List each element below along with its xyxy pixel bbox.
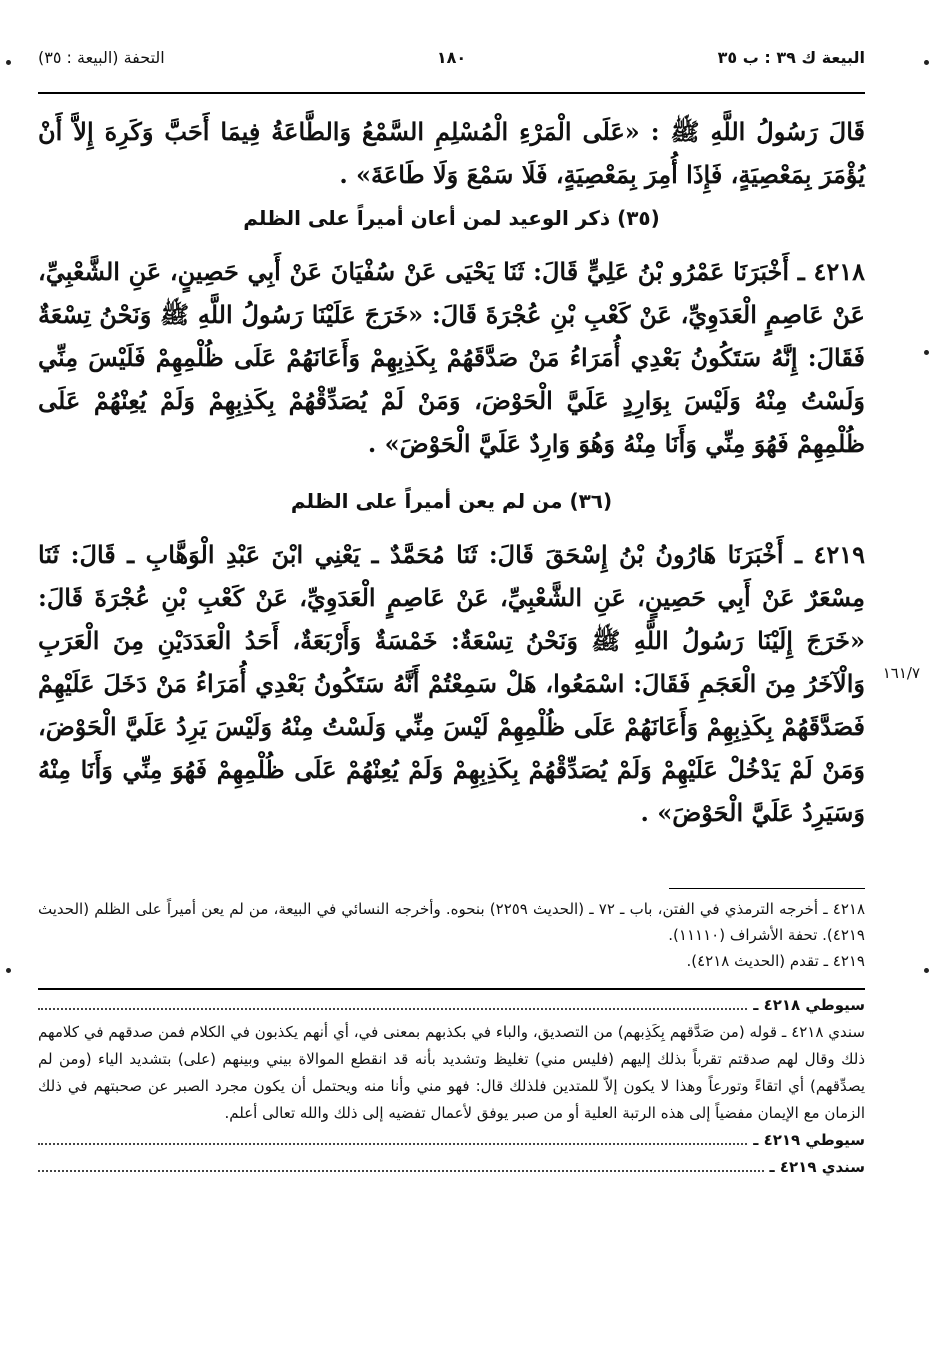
dotted-leader bbox=[38, 1143, 747, 1145]
footnote-4218: ٤٢١٨ ـ أخرجه الترمذي في الفتن، باب ـ ٧٢ ـ (الحديث ٢٢٥٩) بنحوه. وأخرجه النسائي في البيعة، من لم يعن أميراً على الظلم (الحديث ٤٢١٩). تحفة الأشراف (١١١١٠). bbox=[38, 900, 866, 944]
sindi-4218-text: سندي ٤٢١٨ ـ قوله (من صَدَّقهم بِكَذِبهم) من التصديق، والباء في بكذبهم بمعنى في، أي أنهم يكذبون في الكلام فمن صدقهم في كلامهم ذلك وقال لهم صدقتم تقرباً بذلك إليهم (فليس مني) تغليظ وتشديد بأنه قد انقطع الموالاة بيني وبينهم (على) بتشديد الياء (ومن لم يصدِّقهم) أي اتقاءً وتورعاً وهذا لا يكون إلاّ للمتدين فلذلك قال: فهو مني وأنا منه ويحتمل أن يكون مجرد الصبر عن صحبتهم في ذلك الزمان مع الإيمان مفضياً إلى هذه الرتبة العلية أو من صبر يوفق لأعمال تفضيه إلى ذلك والله تعالى أعلم. bbox=[38, 1023, 865, 1122]
hadith-4218: ٤٢١٨ ـ أَخْبَرَنَا عَمْرُو بْنُ عَلِيٍّ قَالَ: ثَنَا يَحْيَى عَنْ سُفْيَانَ عَنْ أَبِي حَصِينٍ، عَنِ الشَّعْبِيِّ، عَنْ عَاصِمٍ الْعَدَوِيِّ، عَنْ كَعْبِ بْنِ عُجْرَةَ قَالَ: «خَرَجَ عَلَيْنَا رَسُولُ اللَّهِ ﷺ وَنَحْنُ تِسْعَةٌ فَقَالَ: إِنَّهُ سَتَكُونُ بَعْدِي أُمَرَاءُ مَنْ صَدَّقَهُمْ بِكَذِبِهِمْ وَأَعَانَهُمْ عَلَى ظُلْمِهِمْ فَلَيْسَ مِنِّي وَلَسْتُ مِنْهُ وَلَيْسَ بِوَارِدٍ عَلَيَّ الْحَوْضَ، وَمَنْ لَمْ يُصَدِّقْهُمْ بِكَذِبِهِمْ وَلَمْ يُعِنْهُمْ عَلَى ظُلْمِهِمْ فَهُوَ مِنِّي وَأَنَا مِنْهُ وَهُوَ وَارِدٌ عَلَيَّ الْحَوْضَ» . bbox=[38, 257, 865, 458]
hadith-4219: ٤٢١٩ ـ أَخْبَرَنَا هَارُونُ بْنُ إِسْحَقَ قَالَ: ثَنَا مُحَمَّدٌ ـ يَعْنِي ابْنَ عَبْدِ الْوَهَّابِ ـ قَالَ: ثَنَا مِسْعَرٌ عَنْ أَبِي حَصِينٍ، عَنِ الشَّعْبِيِّ، عَنْ عَاصِمٍ الْعَدَوِيِّ، عَنْ كَعْبِ بْنِ عُجْرَةَ قَالَ: «خَرَجَ إِلَيْنَا رَسُولُ اللَّهِ ﷺ وَنَحْنُ تِسْعَةٌ: خَمْسَةٌ وَأَرْبَعَةٌ، أَحَدُ الْعَدَدَيْنِ مِنَ الْعَرَبِ وَالْآخَرُ مِنَ الْعَجَمِ فَقَالَ: اسْمَعُوا، هَلْ سَمِعْتُمْ أَنَّهُ سَتَكُونُ بَعْدِي أُمَرَاءُ مَنْ دَخَلَ عَلَيْهِمْ فَصَدَّقَهُمْ بِكَذِبِهِمْ وَأَعَانَهُمْ عَلَى ظُلْمِهِمْ لَيْسَ مِنِّي وَلَسْتُ مِنْهُ وَلَيْسَ يَرِدُ عَلَيَّ الْحَوْضَ، وَمَنْ لَمْ يَدْخُلْ عَلَيْهِمْ وَلَمْ يُصَدِّقْهُمْ بِكَذِبِهِمْ وَلَمْ يُعِنْهُمْ عَلَى ظُلْمِهِمْ فَهُوَ مِنِّي وَأَنَا مِنْهُ وَسَيَرِدُ عَلَيَّ الْحَوْضَ» . bbox=[38, 540, 865, 827]
footnote-4219: ٤٢١٩ ـ تقدم (الحديث ٤٢١٨). bbox=[686, 952, 865, 970]
sindi-4219-label: سندي ٤٢١٩ ـ bbox=[769, 1158, 865, 1176]
running-header bbox=[38, 48, 865, 88]
commentary-divider bbox=[38, 988, 865, 990]
sindi-4219-row bbox=[38, 1154, 865, 1181]
margin-dot bbox=[924, 60, 929, 65]
margin-dot bbox=[924, 350, 929, 355]
margin-dot bbox=[6, 60, 11, 65]
suyuti-4219-row bbox=[38, 1127, 865, 1154]
intro-hadith-text: قَالَ رَسُولُ اللَّهِ ﷺ : «عَلَى الْمَرْءِ الْمُسْلِمِ السَّمْعُ وَالطَّاعَةُ فِيمَا أَحَبَّ وَكَرِهَ إِلاَّ أَنْ يُؤْمَرَ بِمَعْصِيَةٍ، فَإِذَا أُمِرَ بِمَعْصِيَةٍ، فَلَا سَمْعَ وَلَا طَاعَةَ» . bbox=[38, 117, 865, 189]
page-number: ١٨٠ bbox=[436, 48, 467, 67]
suyuti-4219-label: سيوطي ٤٢١٩ ـ bbox=[753, 1131, 865, 1149]
header-chapter-ref: البيعة ك ٣٩ : ب ٣٥ bbox=[717, 48, 865, 67]
suyuti-4218-label: سيوطي ٤٢١٨ ـ bbox=[753, 996, 865, 1014]
header-tuhfa-ref: التحفة (البيعة : ٣٥) bbox=[38, 48, 165, 67]
main-text bbox=[38, 110, 865, 834]
margin-dot bbox=[6, 968, 11, 973]
footnotes bbox=[38, 896, 865, 974]
suyuti-4218-row bbox=[38, 992, 865, 1019]
chapter-heading-35: (٣٥) ذكر الوعيد لمن أعان أميراً على الظلم bbox=[243, 206, 660, 230]
margin-reference: ١٦١/٧ bbox=[882, 664, 920, 682]
chapter-heading-36: (٣٦) من لم يعن أميراً على الظلم bbox=[290, 489, 613, 513]
dotted-leader bbox=[38, 1170, 764, 1172]
dotted-leader bbox=[38, 1008, 747, 1010]
commentary bbox=[38, 992, 865, 1181]
margin-dot bbox=[924, 968, 929, 973]
header-divider bbox=[38, 92, 865, 94]
footnotes-divider bbox=[669, 888, 865, 889]
